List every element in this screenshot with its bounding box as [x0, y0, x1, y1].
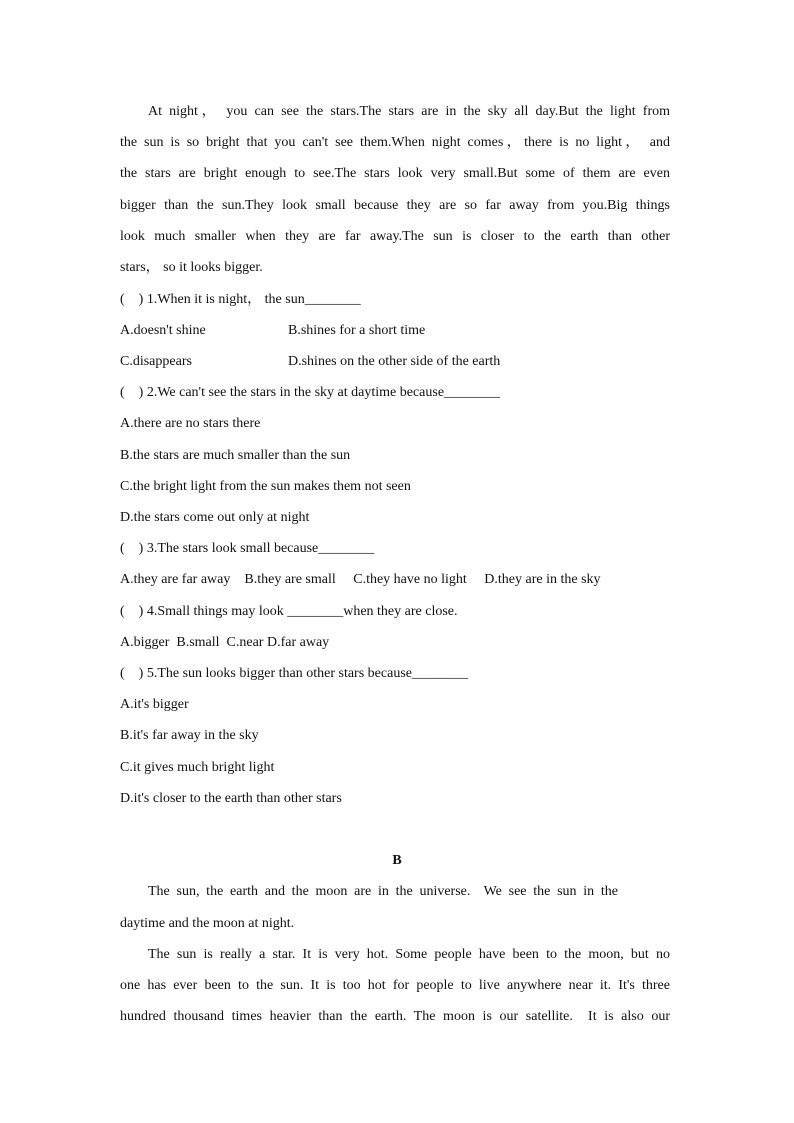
section-b-para1-line-2: daytime and the moon at night.: [120, 916, 295, 931]
question-1-stem: ( ) 1.When it is night， the sun________: [120, 292, 361, 307]
section-b-heading: B: [392, 853, 402, 868]
question-2-stem: ( ) 2.We can't see the stars in the sky at daytime because________: [120, 385, 501, 400]
passage-a-line-4: bigger than the sun.They look small because they are so far away from you.Big things: [120, 198, 670, 213]
question-1-option-b: B.shines for a short time: [288, 323, 426, 338]
question-1-option-d: D.shines on the other side of the earth: [288, 354, 501, 369]
question-5-option-c: C.it gives much bright light: [120, 760, 275, 775]
section-b-para1-line-1: The sun, the earth and the moon are in the universe. We see the sun in the: [148, 884, 618, 899]
question-3-stem: ( ) 3.The stars look small because________: [120, 541, 375, 556]
section-b-para2-line-1: The sun is really a star. It is very hot. Some people have been to the moon, but no: [148, 947, 670, 962]
question-5-option-d: D.it's closer to the earth than other stars: [120, 791, 342, 806]
question-2-option-b: B.the stars are much smaller than the sun: [120, 448, 351, 463]
question-5-option-b: B.it's far away in the sky: [120, 728, 259, 743]
passage-a-line-5: look much smaller when they are far away.The sun is closer to the earth than other: [120, 229, 670, 244]
question-3-options: A.they are far away B.they are small C.they have no light D.they are in the sky: [120, 572, 601, 587]
section-b-para2-line-2: one has ever been to the sun. It is too hot for people to live anywhere near it. It's three: [120, 978, 670, 993]
question-1-option-c: C.disappears: [120, 354, 192, 369]
section-b-para2-line-3: hundred thousand times heavier than the earth. The moon is our satellite. It is also our: [120, 1009, 670, 1024]
passage-a-line-1: At night， you can see the stars.The stars are in the sky all day.But the light from: [148, 104, 670, 119]
question-4-options: A.bigger B.small C.near D.far away: [120, 635, 330, 650]
question-2-option-c: C.the bright light from the sun makes them not seen: [120, 479, 411, 494]
question-5-stem: ( ) 5.The sun looks bigger than other stars because________: [120, 666, 468, 681]
passage-a-line-2: the sun is so bright that you can't see them.When night comes，there is no light， and: [120, 135, 670, 150]
passage-a-line-6: stars， so it looks bigger.: [120, 260, 263, 275]
passage-a-line-3: the stars are bright enough to see.The stars look very small.But some of them are even: [120, 166, 670, 181]
question-2-option-d: D.the stars come out only at night: [120, 510, 310, 525]
question-1-option-a: A.doesn't shine: [120, 323, 206, 338]
question-2-option-a: A.there are no stars there: [120, 416, 261, 431]
question-5-option-a: A.it's bigger: [120, 697, 189, 712]
question-4-stem: ( ) 4.Small things may look ________when they are close.: [120, 604, 458, 619]
